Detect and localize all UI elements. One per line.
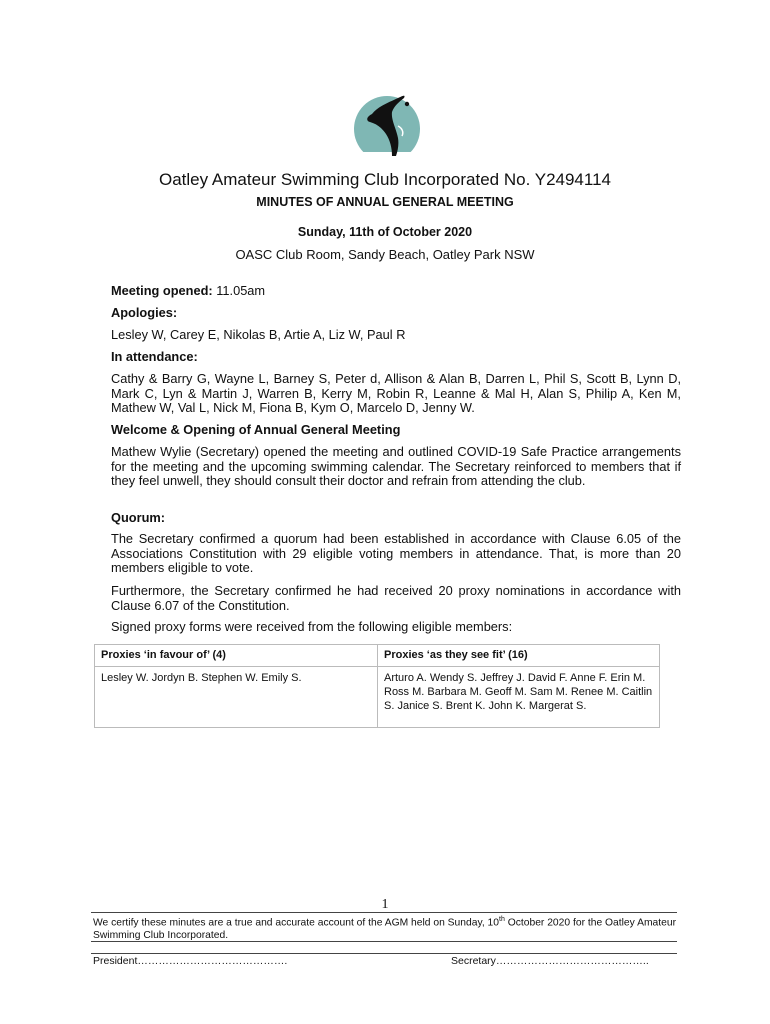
meeting-opened-value: 11.05am	[216, 283, 266, 298]
meeting-date: Sunday, 11th of October 2020	[297, 225, 473, 239]
meeting-opened-label: Meeting opened:	[111, 283, 213, 298]
proxy-table	[94, 644, 660, 728]
certification-text	[93, 914, 677, 942]
apologies-heading: Apologies:	[111, 305, 178, 320]
page-number: 1	[381, 897, 389, 912]
proxy-table-header-row	[95, 645, 660, 667]
welcome-text: Mathew Wylie (Secretary) opened the meeting and outlined COVID-19 Safe Practice arrangements for the meeting and the upcoming swimming calendar. The Secretary reinforced to members that if they feel unwell, they should consult their doctor and refrain from attending the club.	[111, 444, 681, 489]
club-logo-diver-icon	[344, 92, 430, 162]
quorum-text-1: The Secretary confirmed a quorum had been established in accordance with Clause 6.05 of the Associations Constitution with 29 eligible voting members in attendance. That, is more than 20 members eligible to vote.	[111, 531, 681, 576]
quorum-text-2: Furthermore, the Secretary confirmed he had received 20 proxy nominations in accordance with Clause 6.07 of the Constitution.	[111, 583, 681, 613]
apologies-text: Lesley W, Carey E, Nikolas B, Artie A, Liz W, Paul R	[111, 327, 406, 342]
proxy-table-row	[95, 667, 660, 728]
attendance-text: Cathy & Barry G, Wayne L, Barney S, Peter d, Allison & Alan B, Darren L, Phil S, Scott B, Lynn D, Mark C, Lyn & Martin J, Warren B, Kerry M, Robin R, Leanne & Mal H, Alan S, Philip A, Ken M, Mathew W, Val L, Nick M, Fiona B, Kym O, Marcelo D, Jenny W.	[111, 371, 681, 416]
meeting-venue: OASC Club Room, Sandy Beach, Oatley Park NSW	[235, 247, 535, 262]
proxy-header-in-favour: Proxies ‘in favour of’ (4)	[95, 645, 378, 667]
quorum-heading: Quorum:	[111, 510, 166, 525]
footer-rule-signature	[91, 953, 677, 954]
document-subtitle: MINUTES OF ANNUAL GENERAL MEETING	[256, 195, 514, 209]
proxy-header-as-they-see-fit: Proxies ‘as they see fit’ (16)	[378, 645, 660, 667]
certification-text-start: We certify these minutes are a true and accurate account of the AGM held on Sunday, 10	[93, 917, 500, 929]
certification-ordinal: th	[499, 916, 505, 923]
attendance-heading: In attendance:	[111, 349, 198, 364]
certification-text-end: October 2020 for the Oatley Amateur Swimming Club Incorporated.	[93, 917, 676, 941]
footer-rule-middle	[91, 941, 677, 942]
document-title: Oatley Amateur Swimming Club Incorporated No. Y2494114	[158, 170, 611, 189]
president-signature-line: President…………………………………….	[93, 955, 288, 967]
proxy-in-favour-names: Lesley W. Jordyn B. Stephen W. Emily S.	[95, 667, 378, 728]
meeting-opened-line	[111, 284, 681, 299]
footer-rule-top	[91, 912, 677, 913]
secretary-signature-line: Secretary……………………………………..	[451, 955, 649, 967]
proxy-as-they-see-fit-names: Arturo A. Wendy S. Jeffrey J. David F. Anne F. Erin M. Ross M. Barbara M. Geoff M. Sam M. Renee M. Caitlin S. Janice S. Brent K. John K. Margerat S.	[378, 667, 660, 728]
welcome-heading: Welcome & Opening of Annual General Meeting	[111, 422, 401, 437]
quorum-text-3: Signed proxy forms were received from the following eligible members:	[111, 619, 513, 634]
